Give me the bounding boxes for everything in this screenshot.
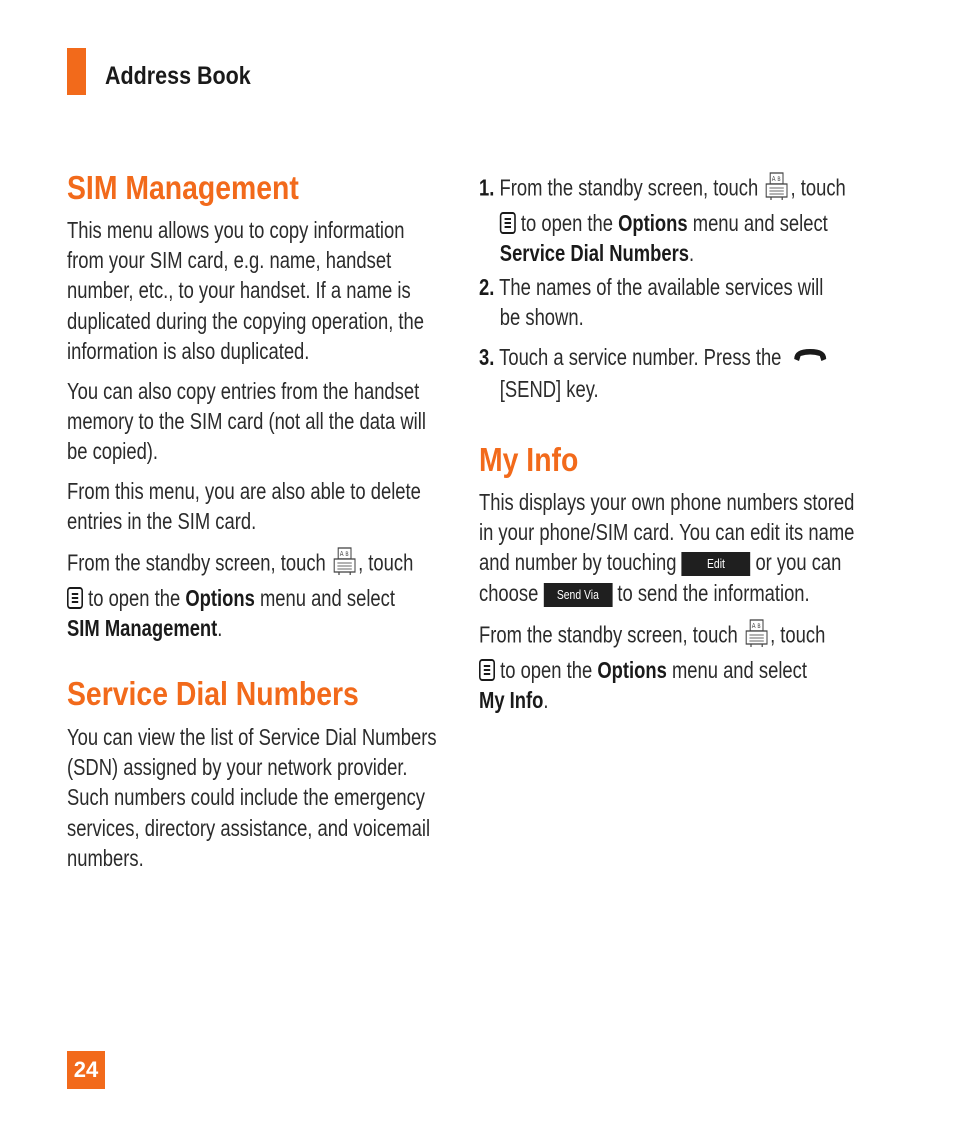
text-line — [479, 547, 854, 577]
text-line — [67, 613, 413, 643]
text-line: (SDN) assigned by your network provider. — [67, 754, 408, 781]
text: to open the — [500, 657, 593, 684]
sim-para-2 — [67, 376, 516, 467]
text-line — [67, 546, 413, 583]
text: . — [689, 240, 695, 267]
text: to open the — [520, 210, 613, 237]
step-3 — [479, 342, 923, 404]
text: Touch a service number. Press the — [499, 344, 782, 370]
text-line: Such numbers could include the emergency — [67, 784, 425, 811]
text: choose — [479, 579, 539, 606]
text: menu and select — [692, 210, 828, 237]
text: to send the information. — [617, 579, 810, 606]
text-line: duplicated during the copying operation, the — [67, 307, 425, 334]
sim-para-4 — [67, 546, 500, 644]
text: . — [217, 615, 223, 642]
text-line: services, directory assistance, and voicemail — [67, 814, 431, 841]
text-line — [479, 272, 823, 302]
text: The names of the available services will — [499, 274, 824, 300]
step-2 — [479, 272, 909, 332]
text-line — [479, 342, 835, 374]
svg-text:A: A — [339, 550, 344, 559]
text-line: This displays your own phone numbers stored — [479, 489, 855, 515]
text: or you can — [755, 549, 842, 576]
text-line — [479, 578, 854, 608]
step-number: 2. — [479, 274, 495, 300]
step-1 — [479, 171, 937, 269]
send-key-icon — [787, 344, 835, 374]
menu-icon — [67, 587, 83, 609]
step-number: 3. — [479, 344, 495, 370]
menu-target: My Info — [479, 687, 544, 714]
contacts-icon — [743, 618, 770, 655]
text: menu and select — [259, 585, 395, 612]
text-line: be copied). — [67, 438, 159, 465]
text: From the standby screen, touch — [479, 621, 738, 648]
svg-text:A: A — [751, 622, 756, 631]
options-label: Options — [597, 657, 667, 684]
menu-target: Service Dial Numbers — [499, 240, 690, 267]
text-line: information is also duplicated. — [67, 337, 310, 364]
text: and number by touching — [479, 549, 677, 576]
my-info-heading-wrap — [479, 440, 594, 480]
text-line — [67, 583, 413, 613]
text-line: memory to the SIM card (not all the data will — [67, 408, 426, 435]
text-line: number, etc., to your handset. If a name is — [67, 277, 411, 304]
svg-text:A: A — [772, 175, 776, 184]
service-dial-numbers-heading: Service Dial Numbers — [67, 675, 359, 712]
text: , touch — [770, 621, 826, 648]
svg-text:B: B — [757, 623, 761, 631]
text: From the standby screen, touch — [67, 549, 326, 576]
svg-text:B: B — [345, 551, 349, 559]
text-line — [479, 238, 846, 268]
text-line: You can view the list of Service Dial Numbers — [67, 724, 437, 750]
step-number: 1. — [479, 174, 495, 201]
text-line — [479, 171, 846, 208]
text: , touch — [790, 174, 846, 201]
text-line: numbers. — [67, 844, 144, 871]
section-header-title: Address Book — [105, 62, 251, 90]
text-line: entries in the SIM card. — [67, 508, 257, 535]
text-line: You can also copy entries from the handset — [67, 378, 420, 404]
menu-icon — [500, 212, 516, 234]
text-line: From this menu, you are also able to delete — [67, 478, 421, 504]
menu-target: SIM Management — [67, 615, 218, 642]
text: to open the — [88, 585, 181, 612]
sim-para-1 — [67, 215, 513, 366]
text-line: This menu allows you to copy information — [67, 217, 405, 243]
sdn-para-1 — [67, 722, 529, 873]
text-line: [SEND] key. — [499, 376, 599, 403]
contacts-icon — [331, 546, 358, 583]
sdn-heading-wrap — [67, 674, 406, 714]
text-line: from your SIM card, e.g. name, handset — [67, 247, 392, 274]
edit-button-image: Edit — [682, 552, 751, 576]
my-info-para-2 — [479, 618, 912, 716]
options-label: Options — [185, 585, 255, 612]
text-line — [479, 685, 825, 715]
sim-management-heading: SIM Management — [67, 169, 299, 206]
send-via-button-image: Send Via — [543, 583, 612, 607]
svg-text:B: B — [777, 176, 782, 184]
text: , touch — [358, 549, 414, 576]
options-label: Options — [618, 210, 688, 237]
text-line: be shown. — [499, 304, 584, 331]
sim-management-heading-wrap — [67, 168, 337, 208]
text-line: in your phone/SIM card. You can edit its name — [479, 519, 855, 546]
contacts-icon — [763, 171, 790, 208]
text-line — [479, 655, 825, 685]
text: menu and select — [671, 657, 807, 684]
text: . — [543, 687, 549, 714]
menu-icon — [479, 659, 495, 681]
text-line — [479, 618, 825, 655]
my-info-para-1 — [479, 487, 948, 608]
my-info-heading: My Info — [479, 441, 579, 478]
sim-para-3 — [67, 476, 509, 536]
text-line — [479, 208, 846, 238]
text: From the standby screen, touch — [499, 174, 759, 201]
page-number: 24 — [67, 1051, 105, 1089]
header-accent-bar — [67, 48, 86, 95]
